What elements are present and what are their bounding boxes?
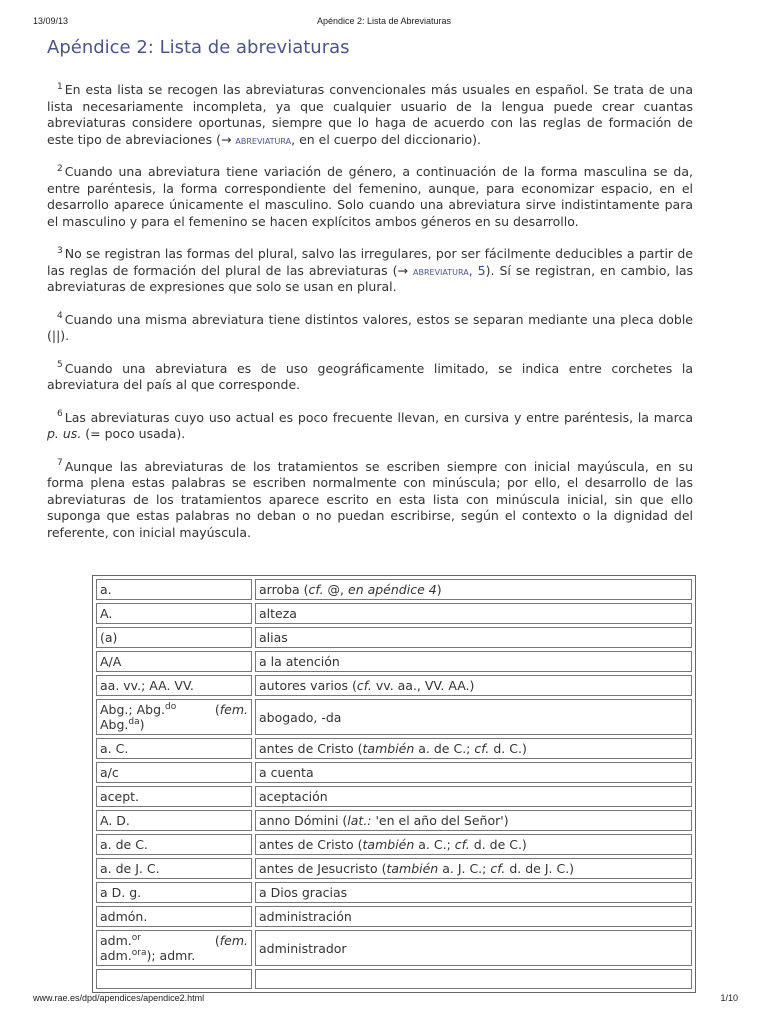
meaning-cell: antes de Cristo (también a. C.; cf. d. de C.) xyxy=(255,834,692,855)
paragraph-4 xyxy=(47,312,693,345)
meaning-cell: administrador xyxy=(255,930,692,966)
print-date: 13/09/13 xyxy=(33,16,69,26)
print-footer xyxy=(0,993,768,1007)
meaning-cell: antes de Jesucristo (también a. J. C.; cf. d. de J. C.) xyxy=(255,858,692,879)
paragraph-3 xyxy=(47,246,693,296)
section-5-link[interactable]: , 5 xyxy=(468,262,486,278)
abbr-cell: a. C. xyxy=(96,738,252,759)
table-row xyxy=(96,969,692,989)
page-title: Apéndice 2: Lista de abreviaturas xyxy=(47,37,350,58)
meaning-cell xyxy=(255,969,692,989)
meaning-cell: antes de Cristo (también a. de C.; cf. d. C.) xyxy=(255,738,692,759)
paragraph-number: 4 xyxy=(57,311,63,322)
meaning-cell: aceptación xyxy=(255,786,692,807)
paragraph-text: ). Sí se registran, en cambio, las abreviaturas de expresiones que solo se usan en plural. xyxy=(47,262,693,294)
meaning-cell: arroba (cf. @, en apéndice 4) xyxy=(255,579,692,600)
paragraph-number: 7 xyxy=(57,458,63,469)
paragraph-text: En esta lista se recogen las abreviaturas convencionales más usuales en español. Se trata de una lista necesariamente incompleta, ya que cualquier usuario de la lengua puede crear cuantas abreviaturas considere oportunas, siempre que lo haga de acuerdo con las reglas de formación de este tipo de abreviaciones (→ xyxy=(47,82,693,147)
table-row xyxy=(96,930,692,966)
paragraph-text: Cuando una abreviatura tiene variación de género, a continuación de la forma masculina se da, entre paréntesis, la forma correspondiente del femenino, aunque, para economizar espacio, en el desarrollo aparece únicamente el masculino. Solo cuando una abreviatura sirve indistintamente para el masculino y para el femenino se hacen explícitos ambos géneros en su desarrollo. xyxy=(47,164,693,229)
paragraph-2 xyxy=(47,164,693,230)
paragraph-text: Aunque las abreviaturas de los tratamientos se escriben siempre con inicial mayúscula, en su forma plena estas palabras se escriben normalmente con minúscula; por ello, el desarrollo de las abreviaturas de los tratamientos aparece escrito en esta lista con minúscula inicial, sin que ello suponga que estas palabras no deban o no puedan escribirse, según el contexto o la dignidad del referente, con inicial mayúscula. xyxy=(47,458,693,540)
italic-mark: p. us. xyxy=(47,426,82,441)
paragraph-7 xyxy=(47,459,693,542)
meaning-cell: alias xyxy=(255,627,692,648)
meaning-cell: a cuenta xyxy=(255,762,692,783)
abbr-cell: a/c xyxy=(96,762,252,783)
paragraph-5 xyxy=(47,361,693,394)
paragraph-text: , en el cuerpo del diccionario). xyxy=(291,131,482,147)
abbr-cell: a. xyxy=(96,579,252,600)
paragraph-text: Cuando una abreviatura es de uso geográficamente limitado, se indica entre corchetes la abreviatura del país al que corresponde. xyxy=(47,360,693,392)
paragraph-1 xyxy=(47,82,693,148)
abbr-cell: a D. g. xyxy=(96,882,252,903)
table-row xyxy=(96,810,692,831)
paragraph-number: 2 xyxy=(57,163,63,174)
abbr-cell: adm.$^{or}$ (fem. adm.$^{ora}$); admr. xyxy=(96,930,252,966)
paragraph-text: (= poco usada). xyxy=(81,426,186,441)
table-row xyxy=(96,627,692,648)
meaning-cell: abogado, -da xyxy=(255,699,692,735)
meaning-cell: alteza xyxy=(255,603,692,624)
page-number: 1/10 xyxy=(720,993,738,1003)
table-row xyxy=(96,834,692,855)
abbr-cell: A. D. xyxy=(96,810,252,831)
abbr-cell: Abg.; Abg.$^{do}$ (fem. Abg.$^{da}$) xyxy=(96,699,252,735)
paragraph-number: 6 xyxy=(57,409,63,420)
abreviatura-link[interactable]: abreviatura xyxy=(235,132,292,147)
table-row xyxy=(96,579,692,600)
paragraph-text: Las abreviaturas cuyo uso actual es poco frecuente llevan, en cursiva y entre paréntesis, la marca xyxy=(64,409,693,425)
print-header xyxy=(0,16,768,30)
table-row xyxy=(96,858,692,879)
meaning-cell: a la atención xyxy=(255,651,692,672)
paragraph-6 xyxy=(47,410,693,443)
paragraph-number: 1 xyxy=(57,81,63,92)
paragraph-text: Cuando una misma abreviatura tiene distintos valores, estos se separan mediante una pleca doble (||). xyxy=(47,311,693,343)
table-row xyxy=(96,651,692,672)
abbr-cell: a. de C. xyxy=(96,834,252,855)
table-row xyxy=(96,675,692,696)
print-doc-title: Apéndice 2: Lista de Abreviaturas xyxy=(316,16,452,26)
meaning-cell: a Dios gracias xyxy=(255,882,692,903)
table-row xyxy=(96,738,692,759)
abbr-cell: (a) xyxy=(96,627,252,648)
meaning-cell: anno Dómini (lat.: 'en el año del Señor') xyxy=(255,810,692,831)
main-content xyxy=(47,36,693,557)
table-row xyxy=(96,906,692,927)
paragraph-number: 3 xyxy=(57,245,63,256)
paragraph-text: No se registran las formas del plural, salvo las irregulares, por ser fácilmente deducibles a partir de las reglas de formación del plural de las abreviaturas (→ xyxy=(47,246,693,278)
abbr-cell: A. xyxy=(96,603,252,624)
abbreviation-table xyxy=(92,575,696,993)
abbr-cell: aa. vv.; AA. VV. xyxy=(96,675,252,696)
abbr-cell: acept. xyxy=(96,786,252,807)
abbr-cell: admón. xyxy=(96,906,252,927)
table-row xyxy=(96,603,692,624)
meaning-cell: administración xyxy=(255,906,692,927)
table-row xyxy=(96,762,692,783)
abbr-cell xyxy=(96,969,252,989)
print-url: www.rae.es/dpd/apendices/apendice2.html xyxy=(33,993,205,1003)
table-row xyxy=(96,699,692,735)
paragraph-number: 5 xyxy=(57,360,63,371)
abbr-cell: a. de J. C. xyxy=(96,858,252,879)
abreviatura-link[interactable]: abreviatura xyxy=(413,263,469,278)
meaning-cell: autores varios (cf. vv. aa., VV. AA.) xyxy=(255,675,692,696)
table-row xyxy=(96,786,692,807)
table-row xyxy=(96,882,692,903)
abbr-cell: A/A xyxy=(96,651,252,672)
